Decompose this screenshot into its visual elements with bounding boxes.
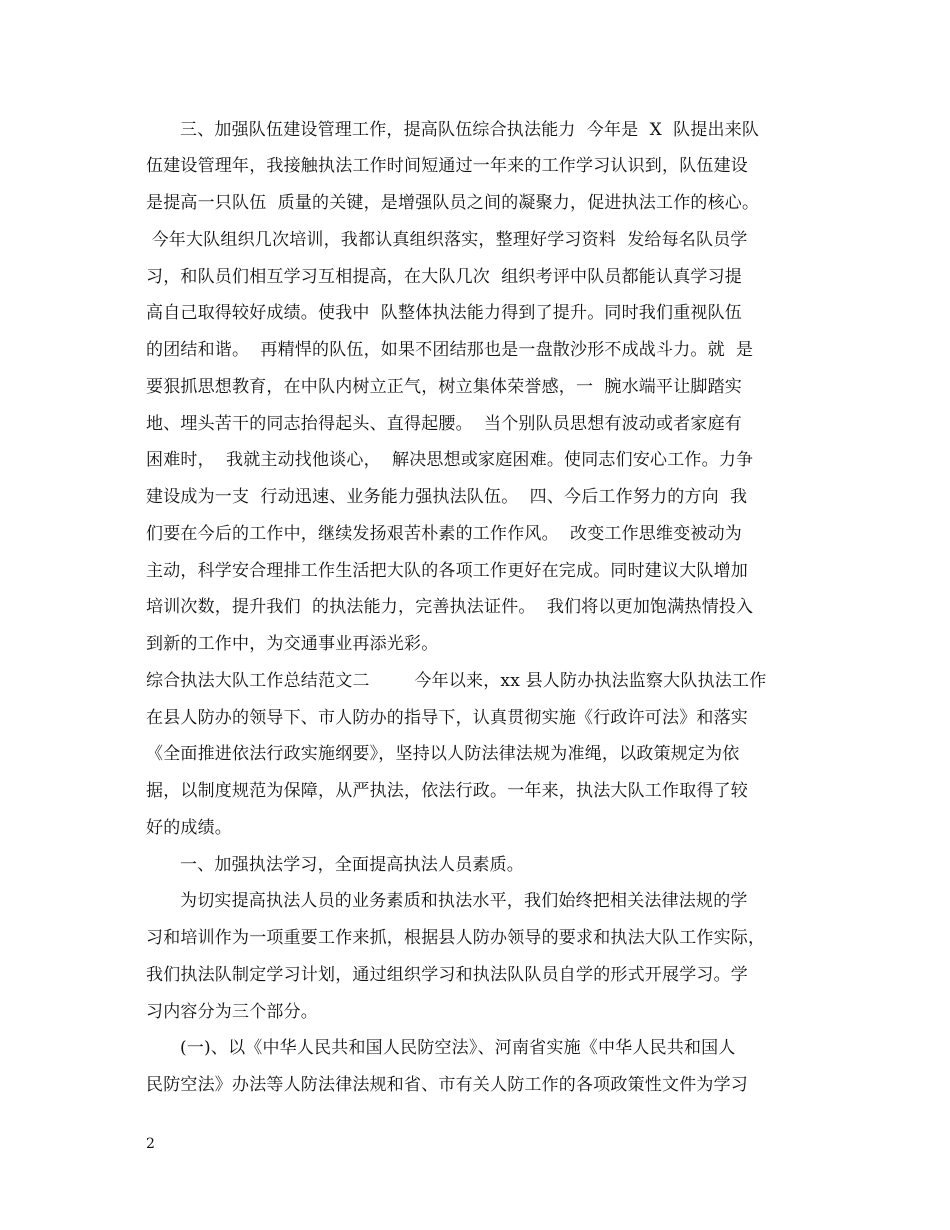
- text-line: 高自己取得较好成绩。使我中 队整体执法能力得到了提升。同时我们重视队伍: [146, 303, 743, 323]
- text-line: 据，以制度规范为保障，从严执法，依法行政。一年来，执法大队工作取得了较: [146, 781, 748, 801]
- text-line: 地、埋头苦干的同志抬得起头、直得起腰。 当个别队员思想有波动或者家庭有: [146, 414, 743, 434]
- text-line: 习，和队员们相互学习互相提高，在大队几次 组织考评中队员都能认真学习提: [146, 267, 743, 287]
- text-line: 好的成绩。: [146, 818, 232, 838]
- text-line: 伍建设管理年，我接触执法工作时间短通过一年来的工作学习认识到，队伍建设: [146, 156, 748, 176]
- page-number: 2: [146, 1136, 155, 1152]
- text-line: 培训次数，提升我们 的执法能力，完善执法证件。 我们将以更加饱满热情投入: [146, 597, 754, 617]
- text-line: 的团结和谐。 再精悍的队伍，如果不团结那也是一盘散沙形不成战斗力。就 是: [146, 340, 754, 360]
- heading-line: 一、加强执法学习，全面提高执法人员素质。: [180, 855, 524, 875]
- text-line: 《全面推进依法行政实施纲要》，坚持以人防法律法规为准绳，以政策规定为依: [146, 744, 740, 764]
- text-line: (一)、以《中华人民共和国人民防空法》、河南省实施《中华人民共和国人: [180, 1038, 736, 1058]
- text-line: 为切实提高执法人员的业务素质和执法水平，我们始终把相关法律法规的学: [180, 891, 748, 911]
- text-line: 们要在今后的工作中，继续发扬艰苦朴素的工作作风。 改变工作思维变被动为: [146, 524, 743, 544]
- text-line: 困难时， 我就主动找他谈心， 解决思想或家庭困难。使同志们安心工作。力争: [146, 450, 754, 470]
- text-line: 是提高一只队伍 质量的关键，是增强队员之间的凝聚力，促进执法工作的核心。: [146, 193, 760, 213]
- text-line: 建设成为一支 行动迅速、业务能力强执法队伍。 四、今后工作努力的方向 我: [146, 487, 748, 507]
- text-line: 要狠抓思想教育，在中队内树立正气，树立集体荣誉感，一 腕水端平让脚踏实: [146, 377, 743, 397]
- text-line: 三、加强队伍建设管理工作，提高队伍综合执法能力 今年是 X 队提出来队: [180, 120, 760, 140]
- section-title-line: 综合执法大队工作总结范文二 今年以来，xx 县人防办执法监察大队执法工作: [146, 671, 767, 691]
- text-line: 今年大队组织几次培训，我都认真组织落实，整理好学习资料 发给每名队员学: [146, 230, 748, 250]
- text-line: 习内容分为三个部分。: [146, 1002, 318, 1022]
- text-line: 到新的工作中，为交通事业再添光彩。: [146, 634, 439, 654]
- text-line: 在县人防办的领导下、市人防办的指导下，认真贯彻实施《行政许可法》和落实: [146, 708, 748, 728]
- text-line: 主动，科学安合理排工作生活把大队的各项工作更好在完成。同时建议大队增加: [146, 561, 748, 581]
- text-line: 我们执法队制定学习计划，通过组织学习和执法队队员自学的形式开展学习。学: [146, 965, 748, 985]
- text-line: 习和培训作为一项重要工作来抓，根据县人防办领导的要求和执法大队工作实际，: [146, 928, 766, 948]
- text-line: 民防空法》办法等人防法律法规和省、市有关人防工作的各项政策性文件为学习: [146, 1075, 748, 1095]
